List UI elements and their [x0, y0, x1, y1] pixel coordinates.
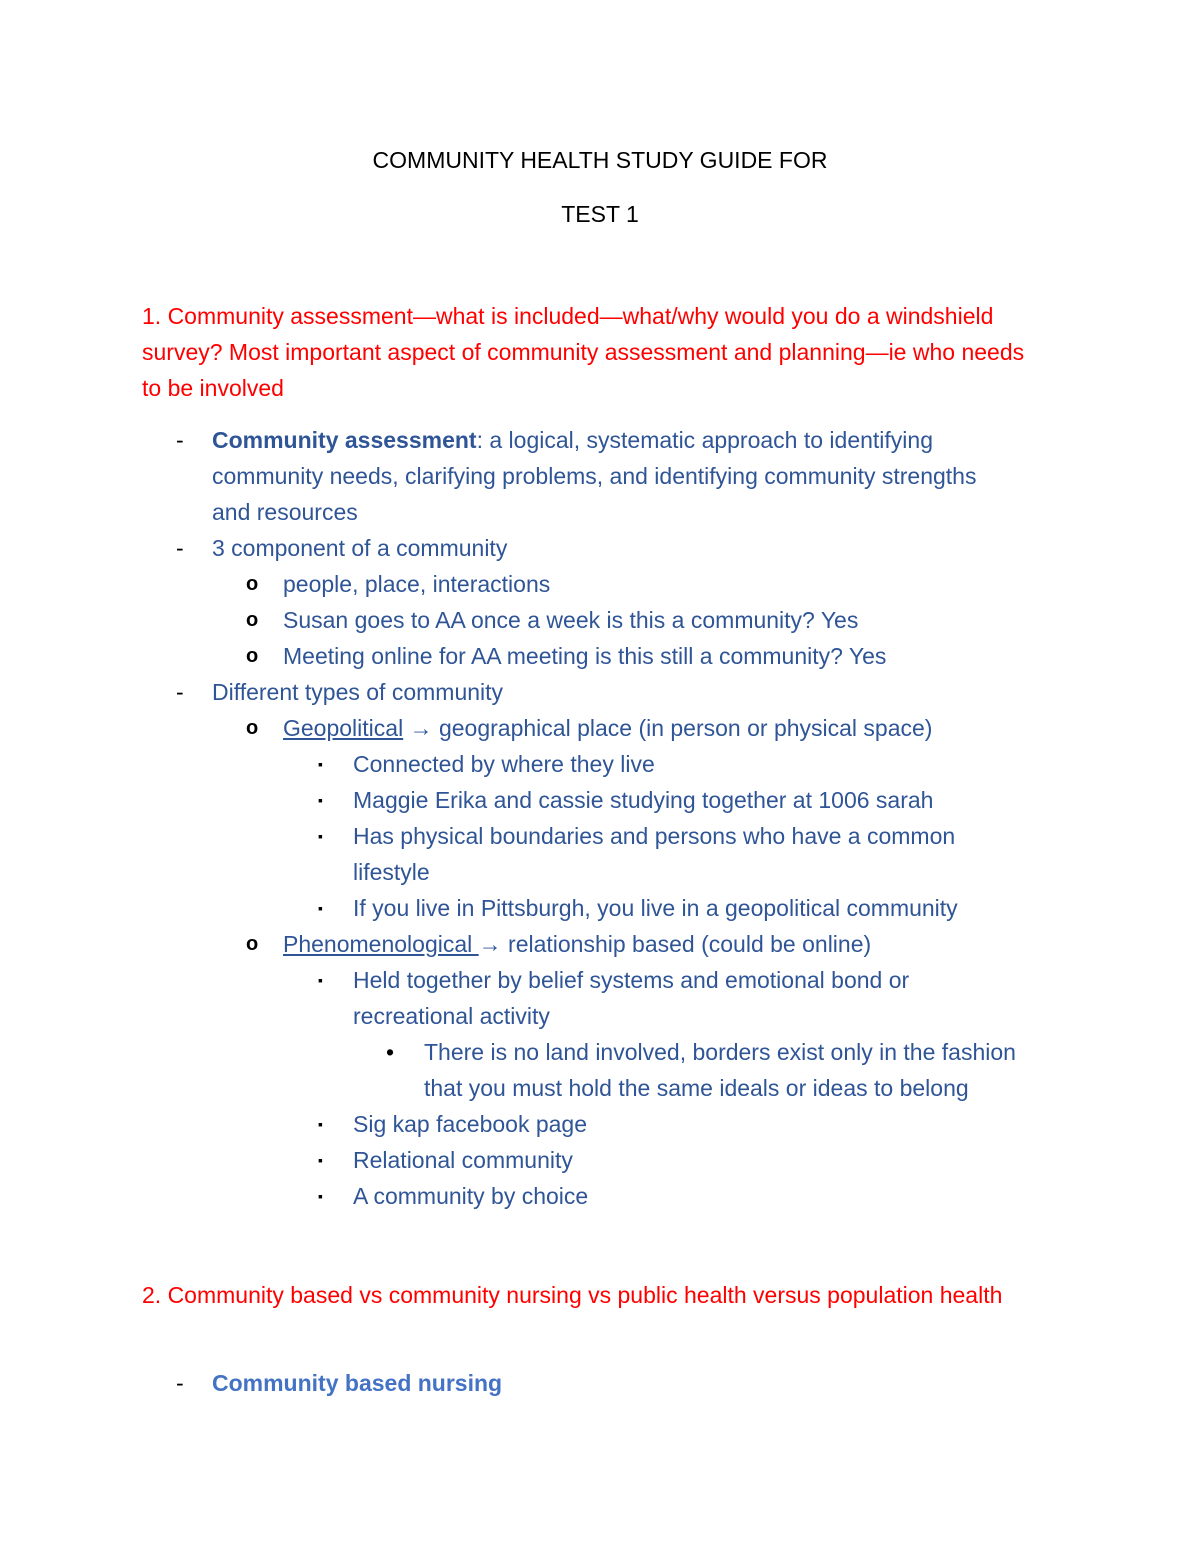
geo-item: Connected by where they live: [353, 751, 655, 777]
list-item: [0, 530, 1200, 566]
question-2: 2. Community based vs community nursing vs public health versus population health: [142, 1282, 1003, 1308]
dash-bullet: -: [176, 427, 184, 453]
list-item: [0, 566, 1200, 602]
square-bullet: ▪: [318, 900, 323, 916]
list-item: [0, 818, 1200, 890]
square-bullet: ▪: [318, 828, 323, 844]
list-item: [0, 1034, 1200, 1106]
square-bullet: ▪: [318, 1188, 323, 1204]
list-item: [0, 1365, 1200, 1401]
components-heading: 3 component of a community: [212, 535, 508, 561]
list-item: [0, 1106, 1200, 1142]
types-heading: Different types of community: [212, 679, 504, 705]
list-item: [0, 638, 1200, 674]
definition-community-assessment: : a logical, systematic approach to identifying community needs, clarifying problems, and identifying community strengths and resources: [212, 427, 977, 525]
list-item: [0, 746, 1200, 782]
circle-bullet: o: [246, 573, 259, 595]
dash-bullet: -: [176, 679, 184, 705]
phen-item: Held together by belief systems and emotional bond or recreational activity: [353, 967, 910, 1029]
list-item: [0, 782, 1200, 818]
geo-item: Maggie Erika and cassie studying together at 1006 sarah: [353, 787, 934, 813]
dash-bullet: -: [176, 535, 184, 561]
square-bullet: ▪: [318, 792, 323, 808]
document-title-line2: TEST 1: [561, 201, 639, 227]
phen-item: A community by choice: [353, 1183, 589, 1209]
dash-bullet: -: [176, 1370, 184, 1396]
question-1: 1. Community assessment—what is included—what/why would you do a windshield survey? Most important aspect of community assessment and planning—ie who needs to be involved: [142, 303, 1025, 401]
term-community-assessment: Community assessment: [212, 427, 477, 453]
square-bullet: ▪: [318, 972, 323, 988]
circle-bullet: o: [246, 609, 259, 631]
term-geopolitical: Geopolitical: [283, 715, 404, 741]
circle-bullet: o: [246, 933, 259, 955]
list-item: [0, 602, 1200, 638]
list-item: [0, 890, 1200, 926]
definition-geopolitical: geographical place (in person or physical space): [438, 715, 933, 741]
term-phenomenological: Phenomenological: [283, 931, 479, 957]
answer-list-1: [0, 422, 1200, 1214]
circle-bullet: o: [246, 645, 259, 667]
list-item: [0, 422, 1200, 530]
phen-subitem: There is no land involved, borders exist only in the fashion that you must hold the same ideals or ideas to belong: [424, 1039, 1016, 1101]
component-item: Susan goes to AA once a week is this a community? Yes: [283, 607, 859, 633]
definition-phenomenological: relationship based (could be online): [508, 931, 872, 957]
dot-bullet: •: [386, 1039, 395, 1065]
list-item: [0, 926, 1200, 962]
geo-item: Has physical boundaries and persons who have a common lifestyle: [353, 823, 956, 885]
circle-bullet: o: [246, 717, 259, 739]
component-item: people, place, interactions: [283, 571, 551, 597]
phen-item: Relational community: [353, 1147, 573, 1173]
document-title-line1: COMMUNITY HEALTH STUDY GUIDE FOR: [372, 147, 828, 173]
arrow-icon: →: [409, 715, 433, 741]
component-item: Meeting online for AA meeting is this still a community? Yes: [283, 643, 887, 669]
answer-list-2: [0, 1365, 1200, 1401]
term-community-based-nursing: Community based nursing: [212, 1370, 503, 1396]
arrow-icon: →: [478, 931, 502, 957]
list-item: [0, 962, 1200, 1034]
geo-item: If you live in Pittsburgh, you live in a geopolitical community: [353, 895, 958, 921]
list-item: [0, 674, 1200, 710]
list-item: [0, 1178, 1200, 1214]
list-item: [0, 1142, 1200, 1178]
list-item: [0, 710, 1200, 746]
phen-item: Sig kap facebook page: [353, 1111, 588, 1137]
square-bullet: ▪: [318, 1116, 323, 1132]
square-bullet: ▪: [318, 756, 323, 772]
square-bullet: ▪: [318, 1152, 323, 1168]
